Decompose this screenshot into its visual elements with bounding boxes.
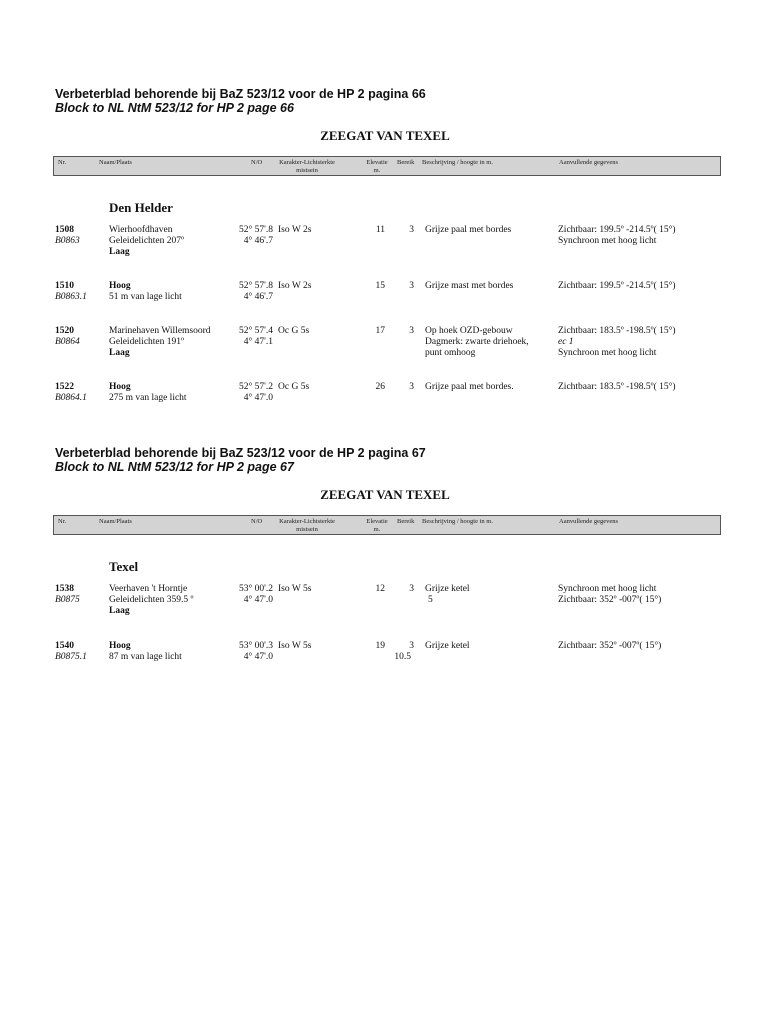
column-header-bar xyxy=(53,156,721,176)
entry-remark: Zichtbaar: 199.5º -214.5º( 15°) xyxy=(558,281,676,291)
entry-description: Op hoek OZD-gebouw xyxy=(425,326,513,336)
col-position: N/O xyxy=(251,518,263,525)
col-remarks: Aanvullende gegevens xyxy=(559,518,619,525)
entry-name-line3: Laag xyxy=(109,606,130,616)
entry-remark-line2: Zichtbaar: 352º -007º( 15°) xyxy=(558,595,662,605)
entry-name: Marinehaven Willemsoord xyxy=(109,326,211,336)
entry-code: B0875 xyxy=(55,595,80,605)
entry-elevation: 19 xyxy=(375,641,385,651)
entry-range: 3 xyxy=(409,584,414,594)
entry-number: 1538 xyxy=(55,584,74,594)
entry-longitude: 4° 47'.0 xyxy=(243,393,273,403)
entry-name: Veerhaven 't Horntje xyxy=(109,584,188,594)
entry-latitude: 52° 57'.8 xyxy=(238,225,273,235)
entry-description: Grijze paal met bordes. xyxy=(425,382,514,392)
entry-longitude: 4° 47'.0 xyxy=(243,595,273,605)
entry-code: B0864 xyxy=(55,337,80,347)
entry-character: Oc G 5s xyxy=(278,382,310,392)
block-heading-nl: Verbeterblad behorende bij BaZ 523/12 voor de HP 2 pagina 67 xyxy=(55,446,426,460)
column-header-bar xyxy=(53,515,721,535)
col-character: Karakter-Lichtsterkte mistsein xyxy=(279,518,335,533)
entry-name-line2: 87 m van lage licht xyxy=(109,652,182,662)
entry-remark: Zichtbaar: 352º -007º( 15°) xyxy=(558,641,662,651)
entry-name-line2: Geleidelichten 207º xyxy=(109,236,184,246)
entry-range: 3 xyxy=(409,225,414,235)
entry-latitude: 53° 00'.2 xyxy=(238,584,273,594)
entry-code: B0864.1 xyxy=(55,393,87,403)
entry-character: Oc G 5s xyxy=(278,326,310,336)
entry-latitude: 52° 57'.2 xyxy=(238,382,273,392)
entry-remark-line2: Synchroon met hoog licht xyxy=(558,236,657,246)
col-description: Beschrijving / hoogte in m. xyxy=(422,518,493,525)
col-character: Karakter-Lichtsterkte mistsein xyxy=(279,159,335,174)
block-heading-nl: Verbeterblad behorende bij BaZ 523/12 voor de HP 2 pagina 66 xyxy=(55,87,426,101)
entry-remark: Synchroon met hoog licht xyxy=(558,584,657,594)
entry-description-line2: 5 xyxy=(428,595,433,605)
col-description: Beschrijving / hoogte in m. xyxy=(422,159,493,166)
section-heading: Den Helder xyxy=(109,200,173,215)
col-elevation: Elevatie m. xyxy=(366,518,388,533)
block-heading-en: Block to NL NtM 523/12 for HP 2 page 66 xyxy=(55,101,294,115)
col-elevation: Elevatie m. xyxy=(366,159,388,174)
chart-title: ZEEGAT VAN TEXEL xyxy=(320,487,450,502)
entry-name: Wierhoofdhaven xyxy=(109,225,173,235)
entry-character: Iso W 2s xyxy=(278,281,312,291)
entry-longitude: 4° 46'.7 xyxy=(243,292,273,302)
col-range: Bereik xyxy=(397,518,415,525)
entry-code: B0863.1 xyxy=(55,292,87,302)
entry-description-line3: punt omhoog xyxy=(425,348,476,358)
entry-elevation: 15 xyxy=(375,281,385,291)
entry-remark-line3: Synchroon met hoog licht xyxy=(558,348,657,358)
entry-remark: Zichtbaar: 199.5º -214.5º( 15°) xyxy=(558,225,676,235)
entry-name-line2: 51 m van lage licht xyxy=(109,292,182,302)
col-name: Naam/Plaats xyxy=(99,518,132,525)
entry-number: 1510 xyxy=(55,281,74,291)
entry-number: 1520 xyxy=(55,326,74,336)
entry-remark: Zichtbaar: 183.5º -198.5º( 15°) xyxy=(558,326,676,336)
entry-longitude: 4° 47'.1 xyxy=(243,337,273,347)
entry-range-line2: 10.5 xyxy=(394,652,411,662)
entry-range: 3 xyxy=(409,326,414,336)
entry-elevation: 11 xyxy=(375,225,385,235)
entry-elevation: 26 xyxy=(375,382,385,392)
entry-number: 1540 xyxy=(55,641,74,651)
entry-name-line3: Laag xyxy=(109,348,130,358)
entry-range: 3 xyxy=(409,641,414,651)
col-name: Naam/Plaats xyxy=(99,159,132,166)
entry-range: 3 xyxy=(409,382,414,392)
entry-range: 3 xyxy=(409,281,414,291)
entry-latitude: 53° 00'.3 xyxy=(238,641,273,651)
entry-name: Hoog xyxy=(109,382,131,392)
entry-remark-line2: ec 1 xyxy=(558,337,574,347)
entry-character: Iso W 5s xyxy=(278,641,312,651)
entry-number: 1508 xyxy=(55,225,74,235)
entry-description: Grijze mast met bordes xyxy=(425,281,514,291)
col-nr: Nr. xyxy=(58,518,67,525)
block-heading-en: Block to NL NtM 523/12 for HP 2 page 67 xyxy=(55,460,294,474)
entry-name-line2: 275 m van lage licht xyxy=(109,393,187,403)
section-heading: Texel xyxy=(109,559,139,574)
entry-name: Hoog xyxy=(109,641,131,651)
entry-character: Iso W 2s xyxy=(278,225,312,235)
entry-elevation: 12 xyxy=(375,584,385,594)
col-range: Bereik xyxy=(397,159,415,166)
entry-name-line3: Laag xyxy=(109,247,130,257)
entry-name-line2: Geleidelichten 359.5 º xyxy=(109,595,194,605)
entry-code: B0863 xyxy=(55,236,80,246)
entry-number: 1522 xyxy=(55,382,74,392)
entry-name: Hoog xyxy=(109,281,131,291)
entry-description: Grijze ketel xyxy=(425,641,470,651)
entry-latitude: 52° 57'.4 xyxy=(238,326,273,336)
entry-longitude: 4° 46'.7 xyxy=(243,236,273,246)
entry-elevation: 17 xyxy=(375,326,385,336)
entry-description-line2: Dagmerk: zwarte driehoek, xyxy=(425,337,529,347)
col-position: N/O xyxy=(251,159,263,166)
col-nr: Nr. xyxy=(58,159,67,166)
entry-longitude: 4° 47'.0 xyxy=(243,652,273,662)
entry-remark: Zichtbaar: 183.5º -198.5º( 15°) xyxy=(558,382,676,392)
entry-latitude: 52° 57'.8 xyxy=(238,281,273,291)
entry-description: Grijze ketel xyxy=(425,584,470,594)
entry-name-line2: Geleidelichten 191º xyxy=(109,337,184,347)
col-remarks: Aanvullende gegevens xyxy=(559,159,619,166)
chart-title: ZEEGAT VAN TEXEL xyxy=(320,128,450,143)
entry-description: Grijze paal met bordes xyxy=(425,225,512,235)
entry-character: Iso W 5s xyxy=(278,584,312,594)
entry-code: B0875.1 xyxy=(55,652,87,662)
